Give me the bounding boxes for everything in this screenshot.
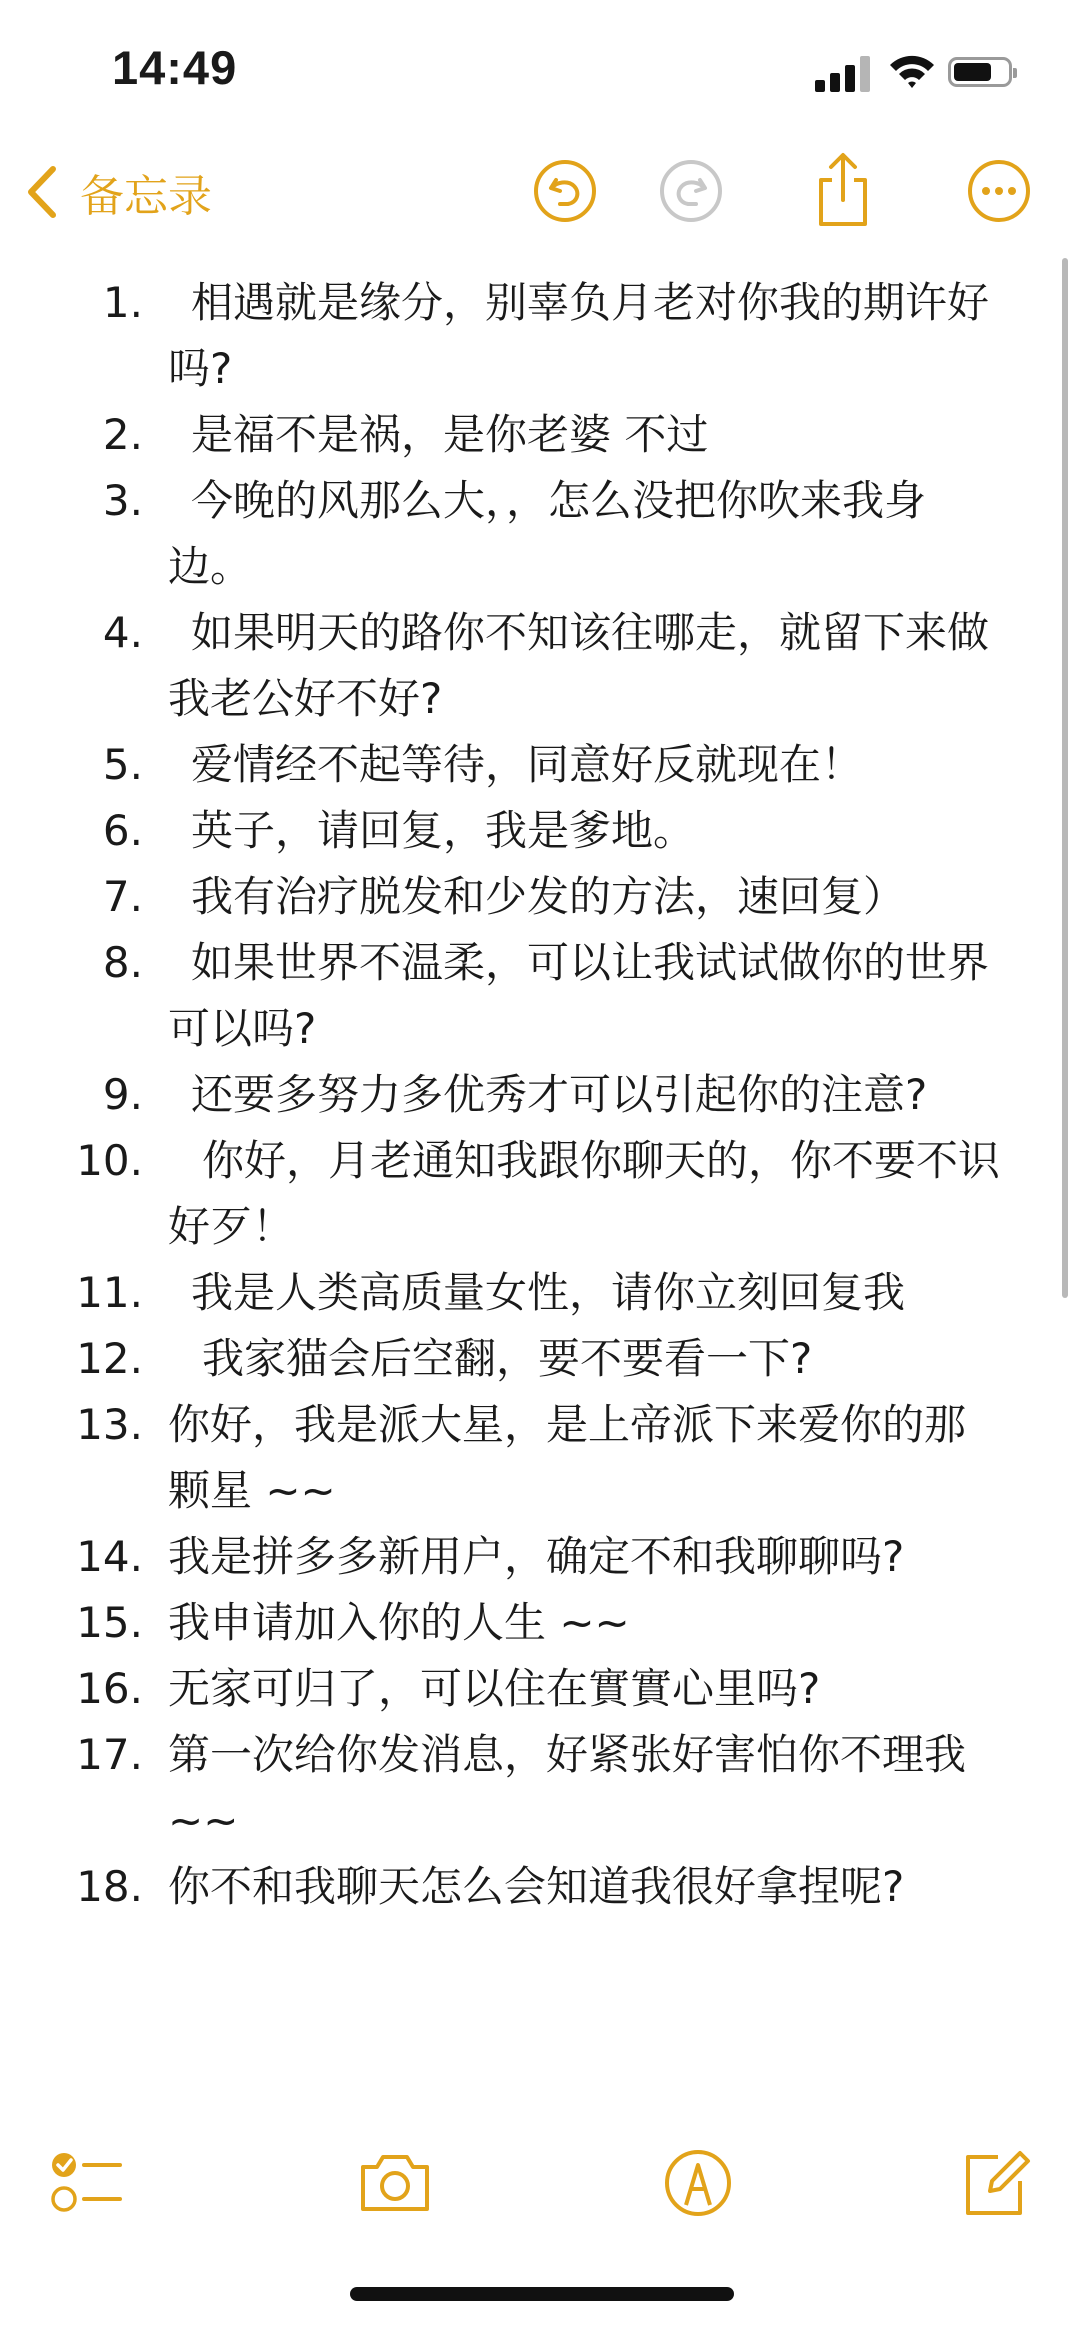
list-text: 你好，我是派大星，是上帝派下来爱你的那颗星 ~~ [168,1400,967,1515]
list-number: 3. [102,476,143,525]
list-number: 1. [102,278,143,327]
list-text: 我申请加入你的人生 ~~ [168,1598,630,1647]
list-item[interactable] [0,600,1040,732]
scrollbar[interactable] [1062,258,1068,1298]
list-text: 我有治疗脱发和少发的方法，速回复） [191,872,906,921]
list-text: 英子，请回复，我是爹地。 [191,806,696,855]
home-indicator[interactable] [350,2287,734,2301]
markup-pen-icon[interactable] [660,2145,736,2221]
list-item[interactable] [0,468,1040,600]
list-item[interactable] [0,864,1040,930]
list-number: 16. [76,1664,143,1713]
list-number: 9. [102,1070,143,1119]
list-number: 10. [76,1136,143,1185]
list-number: 11. [76,1268,143,1317]
list-item[interactable] [0,1392,1040,1524]
list-number: 2. [102,410,143,459]
list-text: 相遇就是缘分，别辜负月老对你我的期许好吗? [168,278,990,393]
list-text: 今晚的风那么大，，怎么没把你吹来我身边。 [168,476,927,591]
list-number: 14. [76,1532,143,1581]
list-text: 你不和我聊天怎么会知道我很好拿捏呢? [168,1862,905,1911]
list-text: 还要多努力多优秀才可以引起你的注意? [191,1070,928,1119]
battery-icon [948,57,1012,87]
undo-icon[interactable] [532,158,598,224]
list-number: 7. [102,872,143,921]
nav-bar [0,150,1080,240]
share-icon[interactable] [812,150,874,230]
camera-icon[interactable] [357,2145,433,2221]
list-item[interactable] [0,1854,1040,1920]
chevron-left-icon [22,163,62,221]
list-number: 12. [76,1334,143,1383]
list-text: 如果明天的路你不知该往哪走，就留下来做我老公好不好? [168,608,990,723]
list-number: 17. [76,1730,143,1779]
list-number: 8. [102,938,143,987]
list-number: 18. [76,1862,143,1911]
compose-icon[interactable] [956,2145,1032,2221]
list-item[interactable] [0,732,1040,798]
list-text: 你好，月老通知我跟你聊天的，你不要不识好歹！ [168,1136,1001,1251]
more-icon[interactable] [966,158,1032,224]
list-text: 我是人类高质量女性，请你立刻回复我 [191,1268,906,1317]
list-text: 如果世界不温柔，可以让我试试做你的世界可以吗? [168,938,990,1053]
bottom-toolbar [0,2105,1080,2337]
list-item[interactable] [0,1524,1040,1590]
list-number: 13. [76,1400,143,1449]
redo-icon[interactable] [658,158,724,224]
list-item[interactable] [0,1260,1040,1326]
list-text: 爱情经不起等待，同意好反就现在！ [191,740,864,789]
list-number: 15. [76,1598,143,1647]
list-item[interactable] [0,1326,1040,1392]
list-text: 我是拼多多新用户，确定不和我聊聊吗? [168,1532,905,1581]
list-number: 5. [102,740,143,789]
checklist-icon[interactable] [48,2145,124,2221]
list-text: 无家可归了，可以住在實實心里吗? [168,1664,821,1713]
list-item[interactable] [0,1656,1040,1722]
back-label: 备忘录 [80,171,212,222]
list-item[interactable] [0,270,1040,402]
list-item[interactable] [0,1128,1040,1260]
list-text: 是福不是祸，是你老婆 不过 [191,410,709,459]
list-text: 第一次给你发消息，好紧张好害怕你不理我 ~~ [168,1730,967,1845]
note-body[interactable] [0,270,1040,2100]
list-text: 我家猫会后空翻，要不要看一下? [202,1334,813,1383]
wifi-icon [887,52,937,92]
list-item[interactable] [0,930,1040,1062]
signal-icon [815,56,871,92]
list-item[interactable] [0,1062,1040,1128]
list-item[interactable] [0,402,1040,468]
back-button[interactable] [22,160,212,224]
status-time: 14:49 [112,41,238,94]
list-number: 6. [102,806,143,855]
list-item[interactable] [0,1590,1040,1656]
list-number: 4. [102,608,143,657]
list-item[interactable] [0,1722,1040,1854]
list-item[interactable] [0,798,1040,864]
